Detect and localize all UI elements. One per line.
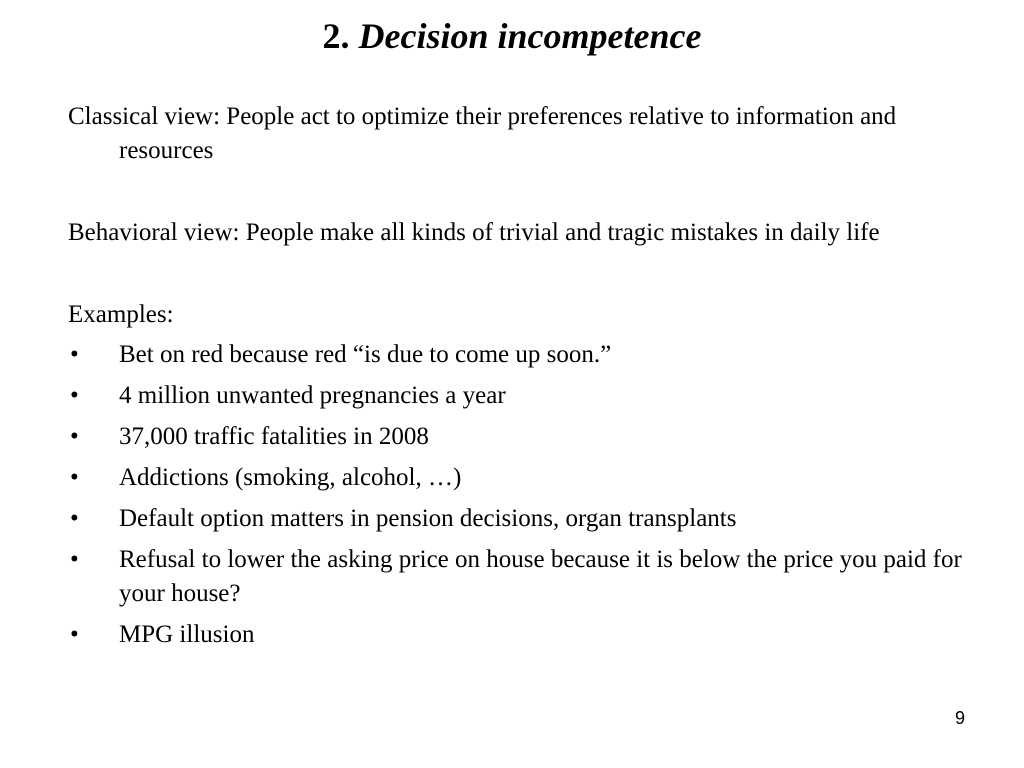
bullet-icon: • [70,621,79,648]
bullet-icon: • [70,423,79,450]
slide-body [68,100,978,659]
list-item [68,618,978,652]
list-item [68,420,978,454]
list-item-text: 4 million unwanted pregnancies a year [119,382,506,409]
bullet-icon: • [70,382,79,409]
classical-view-paragraph: Classical view: People act to optimize their preferences relative to information and resources [68,103,897,164]
list-item [68,543,978,611]
slide-title-number: 2. [322,16,350,56]
list-item-text: Bet on red because red “is due to come up soon.” [119,341,612,368]
list-item-text: Addictions (smoking, alcohol, …) [119,464,462,491]
slide-title [0,14,1024,58]
list-item-text: MPG illusion [119,621,255,648]
list-item [68,379,978,413]
bullet-icon: • [70,546,79,573]
list-item [68,461,978,495]
slide-title-text: Decision incompetence [358,16,702,56]
list-item [68,502,978,536]
list-item [68,338,978,372]
page-number: 9 [954,708,965,728]
bullet-icon: • [70,464,79,491]
behavioral-view-paragraph: Behavioral view: People make all kinds of trivial and tragic mistakes in daily life [68,219,880,246]
bullet-icon: • [70,505,79,532]
examples-label: Examples: [68,301,174,328]
list-item-text: Default option matters in pension decisions, organ transplants [119,505,737,532]
examples-list [68,338,978,652]
bullet-icon: • [70,341,79,368]
list-item-text: 37,000 traffic fatalities in 2008 [119,423,429,450]
list-item-text: Refusal to lower the asking price on house because it is below the price you paid for your house? [119,546,962,607]
